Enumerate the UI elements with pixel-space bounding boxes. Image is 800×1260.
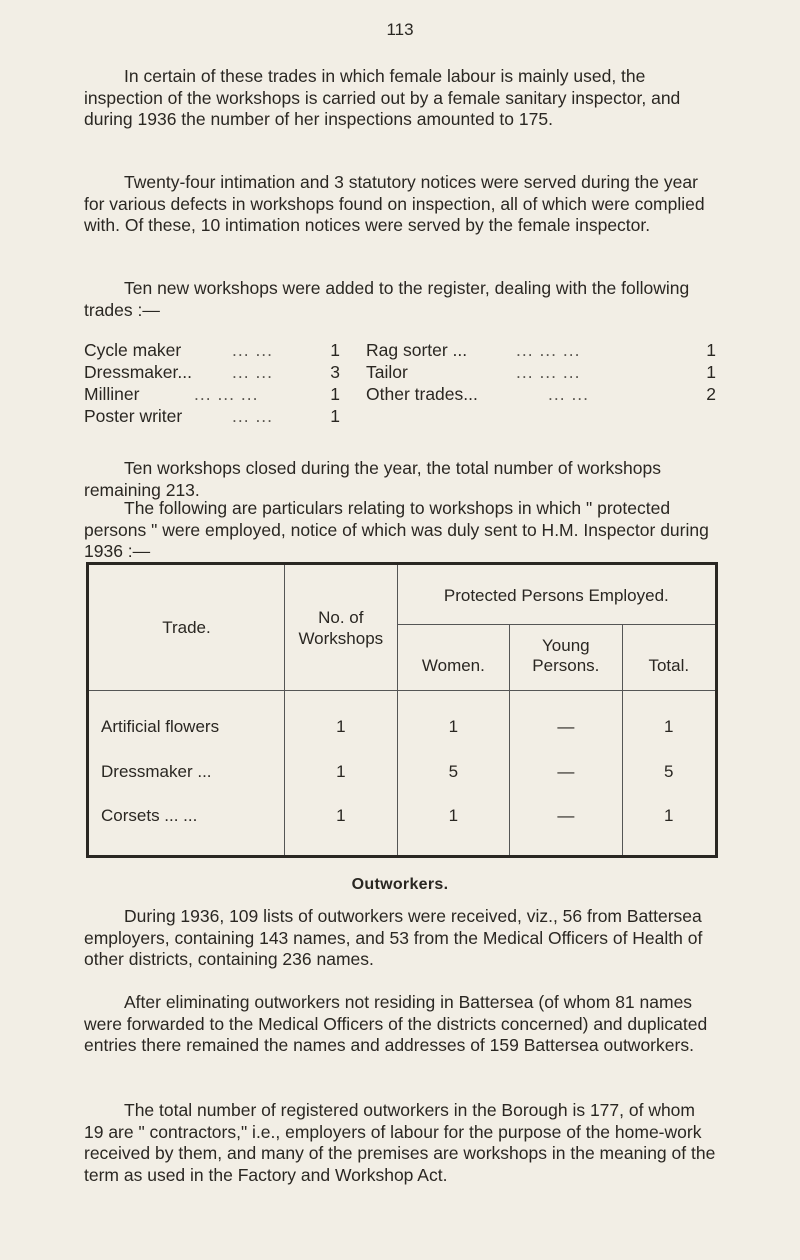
cell-women: 1 [397,705,509,749]
paragraph-registered-outworkers: The total number of registered outworkers in the Borough is 177, of whom 19 are " contractors," i.e., employers of labour for the purpose of the home-work received by them, and many of the premises are workshops in the meaning of the term as used in the Factory and Workshop Act. [84,1100,716,1185]
leader-dots: ... ... ... [516,362,581,382]
cell-young-persons: — [510,794,622,838]
trade-count: 1 [330,340,340,360]
trade-count: 2 [706,384,716,404]
header-total: Total. [622,624,716,691]
cell-young-persons: — [510,749,622,793]
trade-count: 3 [330,362,340,382]
cell-young-persons: — [510,705,622,749]
leader-dots: ... ... [232,340,274,360]
trade-name: Other trades... [366,384,478,404]
paragraph-closed-workshops: Ten workshops closed during the year, the total number of workshops remaining 213. [84,458,661,500]
header-women: Women. [397,624,509,691]
outworkers-heading: Outworkers. [351,876,449,893]
paragraph-inspections: In certain of these trades in which female labour is mainly used, the inspection of the workshops is carried out by a female sanitary inspector, and during 1936 the number of her inspections amounted to 175. [84,66,681,130]
table-row [88,794,717,838]
leader-dots: ... ... ... [516,340,581,360]
table-row [88,705,717,749]
cell-total: 5 [664,761,674,781]
cell-trade: Corsets ... ... [88,794,285,838]
trade-name: Dressmaker... [84,362,192,382]
leader-dots: ... ... ... [194,384,259,404]
trade-name: Milliner [84,384,140,404]
table-row [88,749,717,793]
header-young-persons: Young Persons. [510,624,622,691]
protected-persons-table [86,562,718,858]
page-number: 113 [386,20,414,39]
paragraph-outworker-lists: During 1936, 109 lists of outworkers were received, viz., 56 from Battersea employers, containing 143 names, and 53 from the Medical Officers of Health of other districts, containing 236 names. [84,906,703,970]
trade-name: Poster writer [84,406,183,426]
cell-trade: Artificial flowers [88,705,285,749]
header-protected-persons: Protected Persons Employed. [397,564,716,625]
trade-count: 1 [330,406,340,426]
trade-name: Tailor [366,362,408,382]
header-workshops: No. of Workshops [284,564,397,691]
paragraph-eliminated-outworkers: After eliminating outworkers not residing in Battersea (of whom 81 names were forwarded to the Medical Officers of the districts concerned) and duplicated entries there remained the names and addresses of 159 Battersea outworkers. [84,992,708,1056]
cell-total: 1 [664,806,674,826]
cell-trade: Dressmaker ... [88,749,285,793]
trade-name: Cycle maker [84,340,182,360]
leader-dots: ... ... [232,362,274,382]
cell-workshops: 1 [284,705,397,749]
cell-workshops: 1 [284,749,397,793]
paragraph-notices: Twenty-four intimation and 3 statutory notices were served during the year for various defects in workshops found on inspection, all of which were complied with. Of these, 10 intimation notices were served by the female inspector. [84,172,705,236]
trade-count: 1 [706,362,716,382]
trade-count: 1 [330,384,340,404]
cell-workshops: 1 [284,794,397,838]
cell-total: 1 [664,717,674,737]
paragraph-new-workshops: Ten new workshops were added to the register, dealing with the following trades :— [84,278,690,320]
leader-dots: ... ... [548,384,590,404]
cell-women: 1 [397,794,509,838]
leader-dots: ... ... [232,406,274,426]
cell-women: 5 [397,749,509,793]
header-trade: Trade. [88,564,285,691]
paragraph-protected-persons: The following are particulars relating to workshops in which " protected persons " were employed, notice of which was duly sent to H.M. Inspector during 1936 :— [84,498,709,562]
trade-name: Rag sorter ... [366,340,468,360]
trade-count: 1 [706,340,716,360]
